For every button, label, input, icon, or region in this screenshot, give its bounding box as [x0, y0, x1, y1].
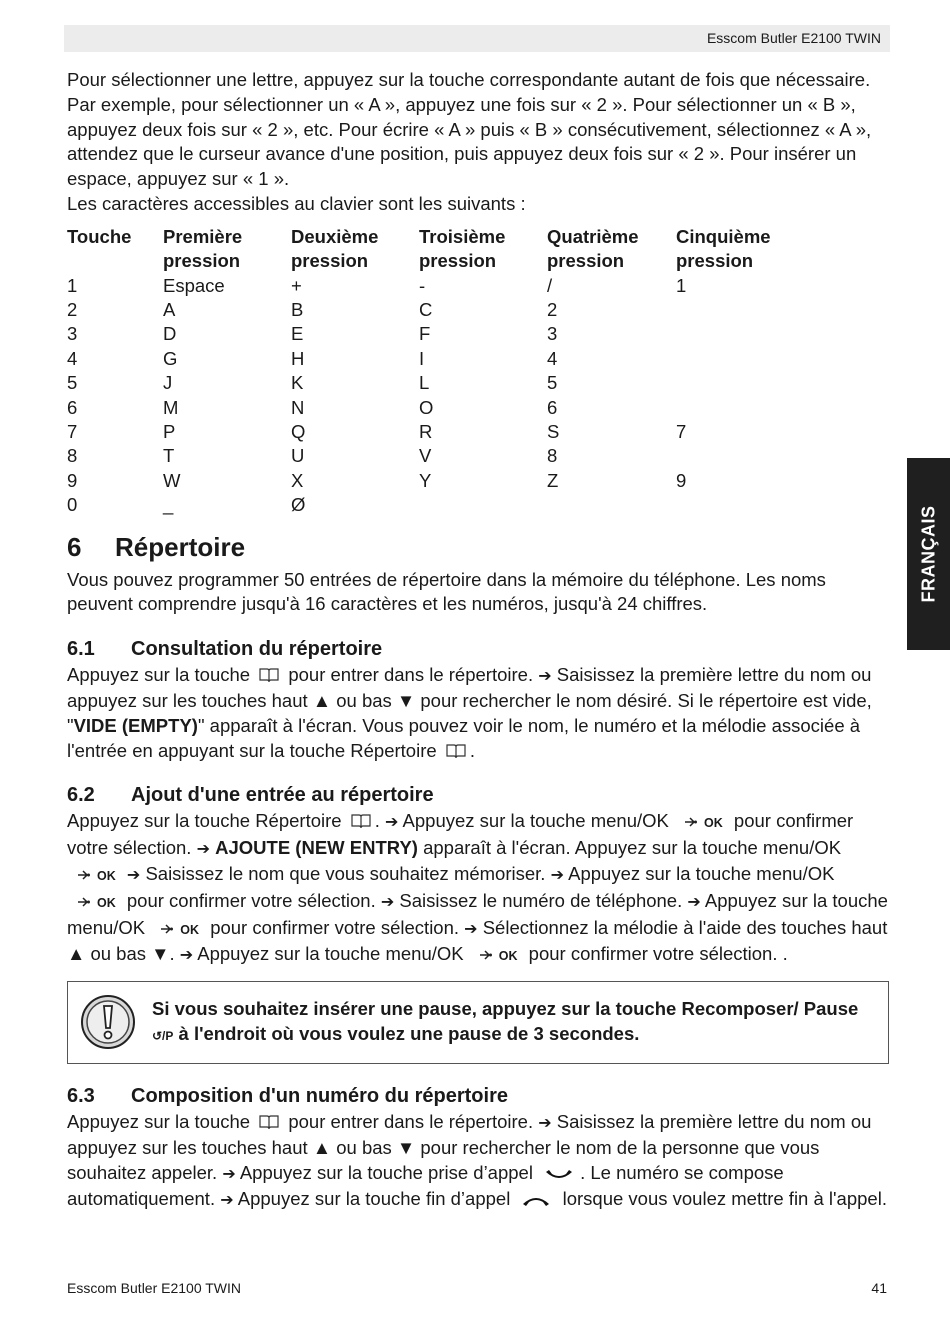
key-table-cell: 6 [547, 396, 558, 418]
key-table-cell: 1 [67, 274, 78, 296]
menu-ok-icon [77, 891, 116, 916]
key-table-cell: 3 [547, 323, 558, 345]
key-table-cell: 4 [67, 347, 78, 369]
key-table-cell [676, 371, 816, 395]
key-table-header [67, 225, 816, 274]
key-table-cell: K [291, 372, 304, 394]
text: Saisissez la première lettre du nom ou appuyez sur les touches haut ▲ ou bas ▼ pour rechercher le nom désiré. Si le répertoire est vide, " [67, 664, 872, 736]
ok-label: OK [97, 869, 116, 884]
key-table-cell: S [547, 421, 560, 443]
section-number: 6 [67, 531, 82, 562]
section-6-2-heading [67, 783, 889, 807]
key-table-cell: G [163, 347, 178, 369]
key-table-row [67, 469, 816, 493]
key-table-cell [676, 444, 816, 468]
display-message: AJOUTE (NEW ENTRY) [215, 837, 418, 859]
key-table-cell: U [291, 445, 305, 467]
key-table-cell: 2 [67, 299, 78, 320]
col-header: Cinquième pression [676, 225, 771, 272]
key-table-cell: Z [547, 469, 559, 491]
key-table-cell: E [291, 323, 304, 345]
key-table-cell: B [291, 299, 304, 320]
text: lorsque vous voulez mettre fin à l'appel. [562, 1187, 887, 1209]
section-6-text: Vous pouvez programmer 50 entrées de répertoire dans la mémoire du téléphone. Les noms peuvent comprendre jusqu'à 16 caractères et les numéros, jusqu'à 24 chiffres. [67, 568, 826, 615]
key-table-cell: 4 [547, 347, 558, 369]
key-table-cell: Q [291, 421, 306, 443]
arrow-right-icon: ➔ [222, 1163, 236, 1183]
key-table-row [67, 371, 816, 395]
text: Appuyez sur la touche menu/OK [402, 810, 669, 832]
call-pickup-icon [544, 1168, 574, 1182]
key-table-cell [676, 396, 816, 420]
text: pour confirmer votre sélection. . [528, 943, 788, 965]
text: pour confirmer votre sélection. [126, 889, 376, 911]
section-6-2-text [67, 809, 889, 969]
menu-ok-icon [77, 864, 116, 889]
col-header: Deuxième pression [291, 225, 379, 272]
key-table-cell: Espace [163, 274, 225, 296]
ok-label: OK [704, 816, 723, 831]
text: Appuyez sur la touche [67, 664, 251, 686]
key-table-cell: + [291, 274, 302, 296]
key-table-cell: M [163, 396, 179, 418]
arrow-right-icon: ➔ [538, 1113, 552, 1133]
call-end-icon [521, 1194, 551, 1208]
key-table-cell: 1 [676, 274, 687, 296]
menu-ok-icon [160, 918, 199, 943]
phonebook-icon [259, 1114, 279, 1130]
text: Appuyez sur la touche menu/OK [197, 943, 464, 965]
key-table-cell: H [291, 347, 305, 369]
header-bar [64, 25, 890, 52]
section-number: 6.1 [67, 638, 95, 661]
col-header: Première pression [163, 225, 243, 272]
key-table-cell: C [419, 299, 433, 320]
text: Saisissez le numéro de téléphone. [399, 889, 683, 911]
key-table-cell [547, 493, 676, 517]
arrow-right-icon: ➔ [385, 812, 399, 832]
text: pour entrer dans le répertoire. [288, 664, 534, 686]
key-table-cell: 9 [67, 469, 78, 491]
text: Appuyez sur la touche Répertoire [67, 810, 342, 832]
header-title: Esscom Butler E2100 TWIN [706, 30, 881, 46]
text: Saisissez le nom que vous souhaitez mémoriser. [145, 863, 546, 885]
phonebook-icon [351, 813, 371, 829]
key-table-cell: J [163, 372, 173, 394]
phonebook-icon [446, 743, 466, 759]
arrow-right-icon: ➔ [196, 839, 210, 859]
key-table-row [67, 493, 816, 517]
note-text: Si vous souhaitez insérer une pause, appuyez sur la touche Recomposer/ Pause [152, 998, 859, 1020]
key-table-cell: 8 [67, 445, 78, 467]
key-table-cell: L [419, 372, 430, 394]
page-content [67, 68, 889, 1212]
key-table-row [67, 322, 816, 346]
key-table-row [67, 298, 816, 322]
key-table-cell: P [163, 421, 176, 443]
col-header: Troisième pression [419, 225, 506, 272]
section-6-heading [67, 532, 889, 562]
key-table-cell: W [163, 469, 181, 491]
text: pour confirmer votre sélection. [67, 810, 854, 859]
key-table-cell: Y [419, 469, 432, 491]
key-table-row [67, 444, 816, 468]
section-number: 6.2 [67, 784, 95, 807]
language-tab [907, 458, 950, 650]
key-table-cell: 5 [547, 372, 558, 394]
key-table-body [67, 274, 816, 518]
key-table-cell: 8 [547, 445, 558, 467]
key-table-cell: X [291, 469, 304, 491]
key-table-cell: F [419, 323, 431, 345]
key-table-cell: 9 [676, 469, 687, 491]
section-number: 6.3 [67, 1085, 95, 1108]
note-box [67, 981, 889, 1064]
section-6-1-text [67, 663, 889, 763]
ok-label: OK [180, 922, 200, 937]
section-title: Composition d'un numéro du répertoire [131, 1085, 508, 1108]
arrow-right-icon: ➔ [220, 1189, 234, 1209]
text: pour entrer dans le répertoire. [288, 1111, 534, 1133]
text: . [469, 739, 475, 761]
text: Appuyez sur la touche prise d’appel [239, 1161, 533, 1183]
key-table-cell [676, 322, 816, 346]
key-table-cell: _ [163, 494, 174, 516]
text: Sélectionnez la mélodie à l'aide des touches haut ▲ ou bas ▼. [67, 916, 888, 965]
text: Appuyez sur la touche menu/OK [568, 863, 835, 885]
warning-icon [80, 994, 136, 1050]
text: " apparaît à l'écran. Vous pouvez voir le nom, le numéro et la mélodie associée à l'entrée en appuyant sur la touche Répertoire [67, 714, 861, 761]
key-table-cell: 0 [67, 494, 78, 516]
key-table-cell [676, 493, 816, 517]
language-tab-label: FRANÇAIS [918, 505, 938, 603]
page-number: 41 [871, 1280, 887, 1296]
key-table-cell: 3 [67, 323, 78, 345]
key-table-cell: / [547, 274, 553, 296]
phonebook-icon [259, 667, 279, 683]
key-table-cell: R [419, 421, 433, 443]
key-table-cell: O [419, 396, 434, 418]
key-table-cell: 7 [676, 421, 687, 443]
note-text: à l'endroit où vous voulez une pause de 3 secondes. [178, 1023, 640, 1045]
footer-product: Esscom Butler E2100 TWIN [67, 1280, 242, 1296]
redial-pause-icon: ↺/P [152, 1029, 174, 1044]
key-table-cell: 6 [67, 396, 78, 418]
menu-ok-icon [479, 944, 518, 969]
key-table [67, 225, 816, 518]
key-table-cell [676, 298, 816, 322]
text: apparaît à l'écran. Appuyez sur la touche menu/OK [423, 837, 842, 859]
key-table-row [67, 274, 816, 298]
key-table-cell: A [163, 299, 176, 320]
text: . Le numéro se compose automatiquement. [67, 1161, 784, 1209]
key-table-row [67, 420, 816, 444]
section-title: Répertoire [115, 531, 246, 562]
key-table-cell: 7 [67, 421, 78, 443]
section-6-3-text [67, 1110, 889, 1212]
section-6-1-heading [67, 637, 889, 661]
section-title: Consultation du répertoire [131, 638, 383, 661]
arrow-right-icon: ➔ [687, 891, 701, 911]
arrow-right-icon: ➔ [550, 865, 564, 885]
section-6-3-heading [67, 1084, 889, 1108]
key-table-cell: Ø [291, 494, 306, 516]
display-message: VIDE (EMPTY) [73, 714, 198, 736]
text: Appuyez sur la touche menu/OK [67, 889, 888, 938]
text: Appuyez sur la touche fin d’appel [237, 1187, 511, 1209]
ok-label: OK [498, 949, 518, 964]
intro-keyboard-line: Les caractères accessibles au clavier sont les suivants : [67, 192, 526, 214]
col-header: Quatrième pression [547, 225, 639, 272]
arrow-right-icon: ➔ [179, 945, 194, 965]
key-table-cell: I [419, 347, 425, 369]
key-table-cell: D [163, 323, 177, 345]
key-table-cell: 5 [67, 372, 78, 394]
text: . [374, 810, 380, 832]
arrow-right-icon: ➔ [464, 918, 478, 938]
menu-ok-icon [684, 811, 723, 836]
key-table-cell [419, 493, 547, 517]
ok-label: OK [97, 895, 116, 910]
arrow-right-icon: ➔ [380, 891, 395, 911]
text: pour confirmer votre sélection. [210, 916, 460, 938]
intro-paragraph: Pour sélectionner une lettre, appuyez sur la touche correspondante autant de fois que nécessaire. Par exemple, pour sélectionner un « A », appuyez une fois sur « 2 ». Pour sélectionner un « B », appuyez deux fois sur « 2 », etc. Pour écrire « A » puis « B » consécutivement, sélectionnez « A », attendez que le curseur avance d'une position, puis appuyez deux fois sur « 2 ». Pour insérer un espace, appuyez sur « 1 ». [67, 69, 872, 190]
key-table-cell: T [163, 445, 175, 467]
key-table-cell: - [419, 274, 426, 296]
col-header: Touche [67, 225, 132, 247]
text: Appuyez sur la touche [67, 1111, 251, 1133]
key-table-row [67, 396, 816, 420]
key-table-cell: N [291, 396, 305, 418]
key-table-cell [676, 347, 816, 371]
key-table-row [67, 347, 816, 371]
key-table-cell: V [419, 445, 432, 467]
text: Saisissez la première lettre du nom ou appuyez sur les touches haut ▲ ou bas ▼ pour rechercher le nom de la personne que vous souhaitez appeler. [67, 1111, 872, 1183]
key-table-cell: 2 [547, 299, 558, 320]
section-title: Ajout d'une entrée au répertoire [131, 784, 434, 807]
arrow-right-icon: ➔ [538, 666, 552, 686]
arrow-right-icon: ➔ [126, 865, 141, 885]
